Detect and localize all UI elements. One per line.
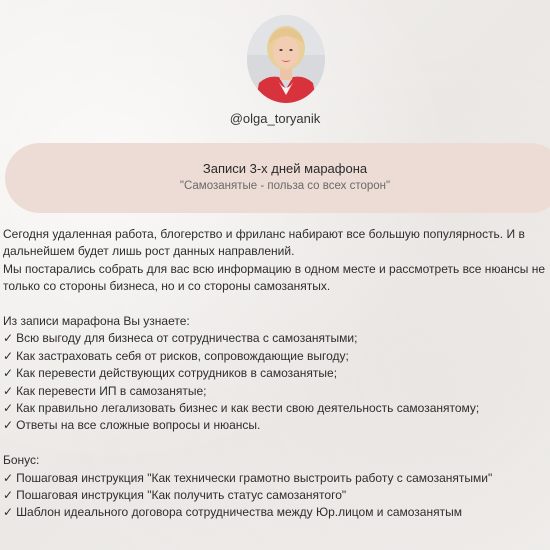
list-item-text: Пошаговая инструкция "Как получить статус самозанятого" [16,488,347,503]
list-item-text: Ответы на все сложные вопросы и нюансы. [16,418,261,433]
banner-title: Записи 3-х дней марафона [202,161,368,176]
intro-paragraph-2: Мы постарались собрать для вас всю информацию в одном месте и рассмотреть все нюансы не только со стороны бизнеса, но и со стороны самозанятых. [3,261,545,294]
list-item [3,504,548,521]
intro-paragraph-1: Сегодня удаленная работа, блогерство и фриланс набирают все большую популярность. И в дальнейшем будет лишь рост данных направлений. [3,227,525,259]
avatar-illustration [247,15,325,103]
check-icon: ✓ [3,331,14,346]
list-item-text: Как правильно легализовать бизнес и как вести свою деятельность самозанятому; [16,401,480,416]
learn-heading: Из записи марафона Вы узнаете: [3,314,190,329]
check-icon: ✓ [3,401,14,416]
list-item-text: Как перевести действующих сотрудников в самозанятые; [16,366,338,381]
list-item [3,383,548,400]
description-text [3,226,548,522]
list-item [3,365,548,382]
list-item [3,348,548,365]
list-item [3,470,548,487]
check-icon: ✓ [3,470,14,485]
list-item [3,487,548,504]
list-item [3,330,548,347]
learn-list [3,330,548,434]
profile-avatar[interactable] [247,15,325,103]
bonus-heading: Бонус: [3,453,40,468]
list-item-text: Как перевести ИП в самозанятые; [16,383,207,398]
check-icon: ✓ [3,366,14,381]
check-icon: ✓ [3,505,14,520]
bonus-list [3,470,548,522]
list-item-text: Пошаговая инструкция "Как технически грамотно выстроить работу с самозанятыми" [16,470,493,485]
marathon-banner [5,143,550,213]
list-item-text: Всю выгоду для бизнеса от сотрудничества с самозанятыми; [16,331,358,346]
list-item [3,417,548,434]
spacer [3,435,548,452]
list-item-text: Как застраховать себя от рисков, сопровождающие выгоду; [16,348,349,363]
list-item [3,400,548,417]
check-icon: ✓ [3,488,14,503]
spacer [3,296,548,313]
check-icon: ✓ [3,348,14,363]
avatar-photo [247,15,325,103]
banner-subtitle: "Самозанятые - польза со всех сторон" [179,180,391,192]
check-icon: ✓ [3,383,14,398]
username[interactable]: @olga_toryanik [229,111,321,126]
list-item-text: Шаблон идеального договора сотрудничества между Юр.лицом и самозанятым [16,505,462,520]
check-icon: ✓ [3,418,14,433]
